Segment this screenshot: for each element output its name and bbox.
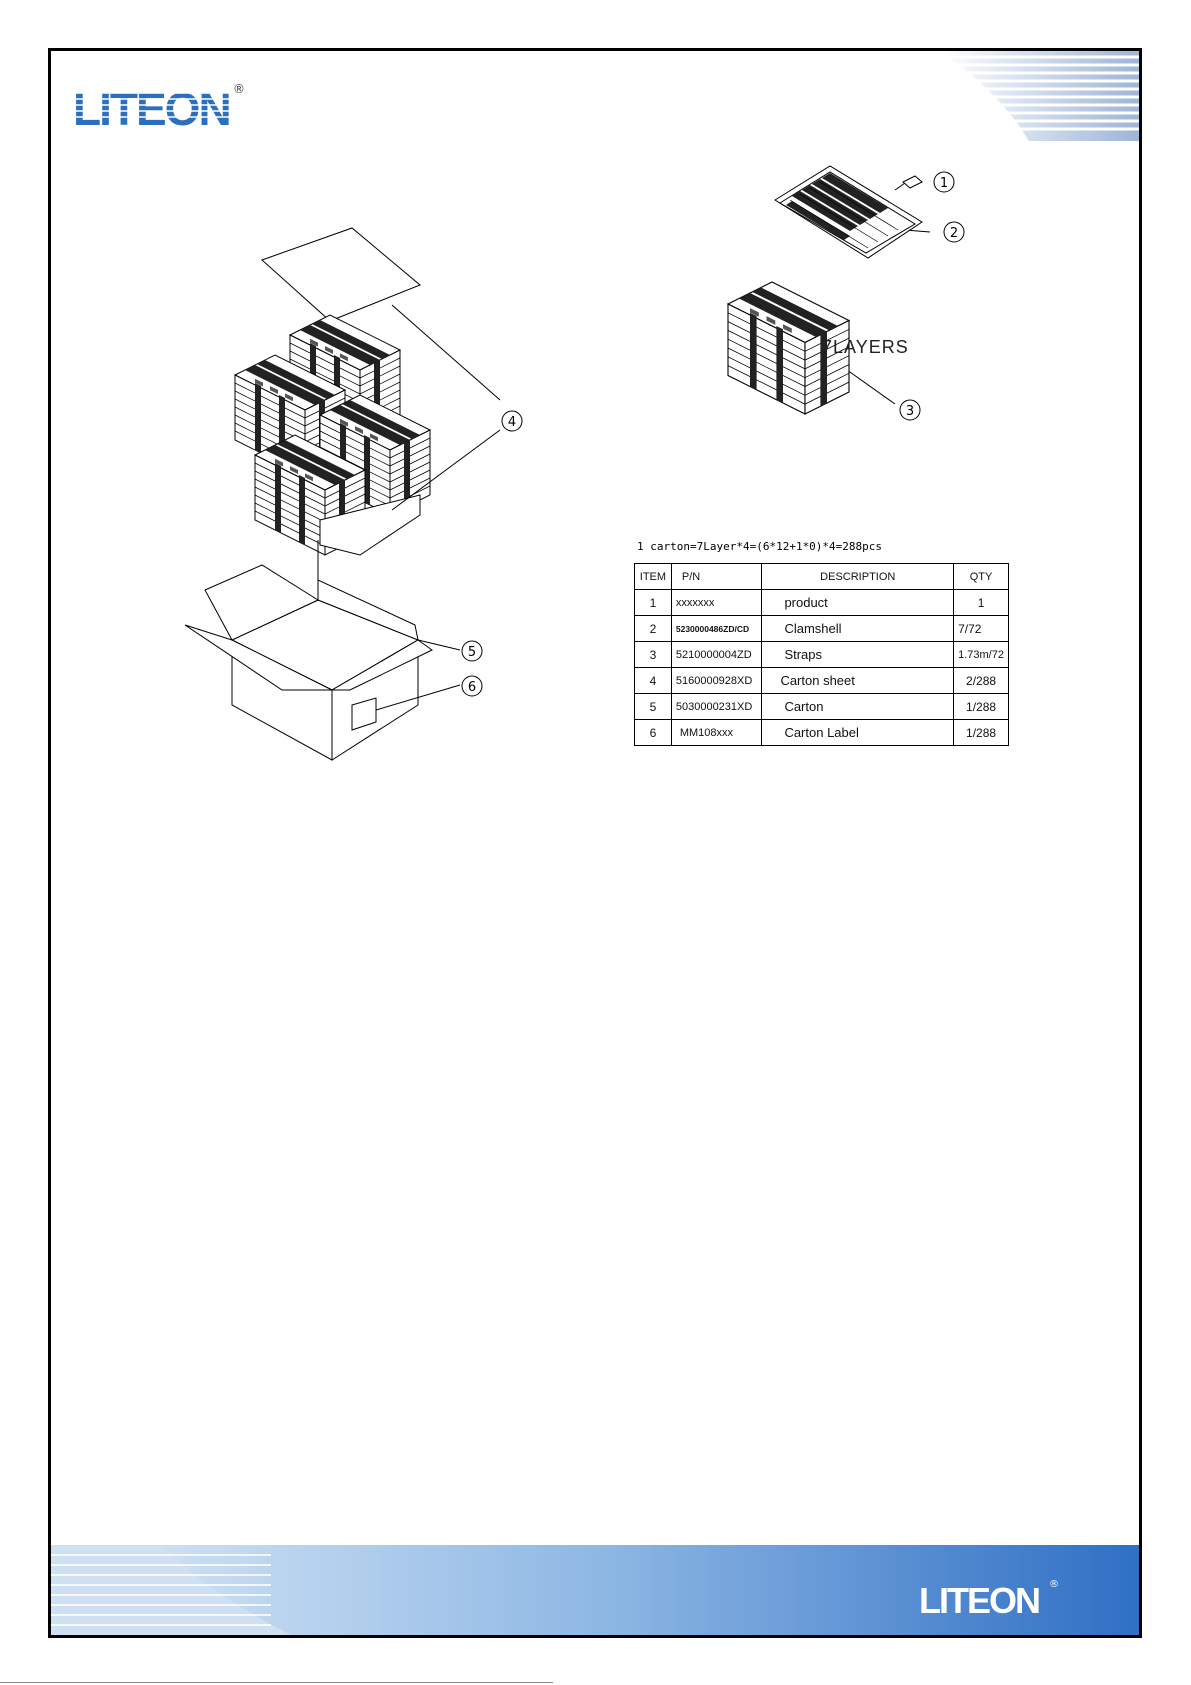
tray-product-item [903, 176, 922, 188]
row-qty: 1 [954, 590, 1009, 616]
table-row [635, 590, 1009, 616]
callout-label-5: 5 [467, 645, 477, 660]
header-description: DESCRIPTION [762, 564, 954, 590]
table-row [635, 616, 1009, 642]
callout-label-1: 1 [939, 176, 949, 191]
table-header-row [635, 564, 1009, 590]
row-description: Clamshell [762, 616, 954, 642]
row-item: 2 [635, 616, 672, 642]
callout-label-6: 6 [467, 680, 477, 695]
row-description: Carton [762, 694, 954, 720]
row-qty: 2/288 [954, 668, 1009, 694]
row-item: 4 [635, 668, 672, 694]
row-description: product [762, 590, 954, 616]
header-item: ITEM [635, 564, 672, 590]
callout-label-4: 4 [507, 415, 517, 430]
row-pn: 5230000486ZD/CD [671, 616, 762, 642]
row-item: 5 [635, 694, 672, 720]
clamshell-tray [775, 166, 922, 258]
row-qty: 1/288 [954, 694, 1009, 720]
table-row [635, 720, 1009, 746]
header-pn: P/N [671, 564, 762, 590]
row-pn: xxxxxxx [671, 590, 762, 616]
logo-registered-mark: ® [233, 82, 245, 96]
row-qty: 7/72 [954, 616, 1009, 642]
carton-formula: 1 carton=7Layer*4=(6*12+1*0)*4=288pcs [637, 540, 883, 553]
row-description: Straps [762, 642, 954, 668]
row-item: 3 [635, 642, 672, 668]
table-row [635, 668, 1009, 694]
row-pn: 5030000231XD [671, 694, 762, 720]
row-pn: 5160000928XD [671, 668, 762, 694]
footer-logo-wordmark: LITEON [919, 1580, 1039, 1617]
table-row [635, 642, 1009, 668]
layers-label: 7LAYERS [822, 337, 909, 357]
page-bottom-rule [0, 1682, 553, 1683]
logo-wordmark: LITEON [73, 83, 230, 131]
row-pn: 5210000004ZD [671, 642, 762, 668]
header-qty: QTY [954, 564, 1009, 590]
row-pn: MM108xxx [671, 720, 762, 746]
table-row [635, 694, 1009, 720]
callout-label-2: 2 [949, 226, 959, 241]
parts-table [634, 563, 1009, 746]
top-carton-sheet [262, 228, 420, 321]
row-item: 6 [635, 720, 672, 746]
row-qty: 1/288 [954, 720, 1009, 746]
row-item: 1 [635, 590, 672, 616]
row-description: Carton sheet [762, 668, 954, 694]
footer-logo-registered-mark: ® [1049, 1579, 1059, 1590]
carton-box [185, 565, 432, 760]
callout-label-3: 3 [905, 404, 915, 419]
row-qty: 1.73m/72 [954, 642, 1009, 668]
row-description: Carton Label [762, 720, 954, 746]
